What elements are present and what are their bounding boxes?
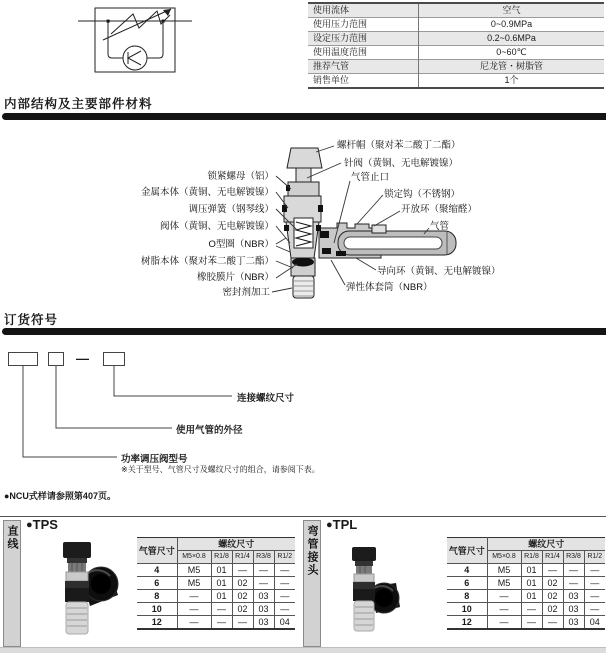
variant-name: TPL — [332, 517, 358, 532]
thread-value-cell: — — [521, 616, 542, 630]
thread-value-cell: — — [177, 590, 211, 603]
thread-value-cell: 03 — [253, 616, 274, 630]
table-row — [137, 564, 295, 577]
thread-value-cell: 02 — [542, 603, 563, 616]
pipe-size-cell: 4 — [447, 564, 487, 577]
thread-value-cell: 02 — [232, 603, 253, 616]
thread-value-cell: M5 — [487, 564, 521, 577]
spec-label: 使用温度范围 — [308, 46, 419, 60]
thread-value-cell: — — [563, 577, 584, 590]
thread-value-cell: — — [232, 564, 253, 577]
part-label: 螺杆帽（聚对苯二酸丁二酯） — [337, 140, 461, 151]
part-label: 阀体（黄铜、无电解镀镍） — [159, 221, 274, 232]
thread-value-cell: — — [274, 577, 295, 590]
table-row — [447, 616, 605, 630]
spec-label: 销售单位 — [308, 74, 419, 89]
part-label: 针阀（黄铜、无电解镀镍） — [344, 158, 459, 169]
thread-value-cell: — — [253, 577, 274, 590]
spec-label: 使用流体 — [308, 3, 419, 18]
thread-value-cell: — — [584, 590, 605, 603]
pipe-size-cell: 8 — [447, 590, 487, 603]
thread-value-cell: 04 — [274, 616, 295, 630]
part-label: 弹性体套筒（NBR） — [346, 282, 433, 293]
thread-value-cell: — — [521, 603, 542, 616]
tpl-size-table — [447, 537, 605, 630]
spec-row — [308, 74, 604, 89]
table-row — [447, 603, 605, 616]
thread-value-cell: M5 — [487, 577, 521, 590]
spec-value: 尼龙管・树脂管 — [419, 60, 605, 74]
part-label: 气管止口 — [351, 172, 390, 183]
bullet-icon: ● — [26, 519, 33, 531]
thread-value-cell: 03 — [563, 603, 584, 616]
table-row — [137, 603, 295, 616]
spec-value: 0.2~0.6MPa — [419, 32, 605, 46]
part-label: 树脂本体（聚对苯二酸丁二酯） — [140, 256, 274, 267]
variant-name: TPS — [32, 517, 58, 532]
section-title-internal: 内部结构及主要部件材料 — [4, 97, 153, 111]
thread-value-cell: — — [542, 564, 563, 577]
tps-product-photo — [38, 540, 133, 640]
thread-value-cell: — — [487, 590, 521, 603]
part-label: 金属本体（黄铜、无电解镀镍） — [140, 187, 274, 198]
spec-value: 0~60℃ — [419, 46, 605, 60]
thread-value-cell: — — [563, 564, 584, 577]
thread-value-cell: 01 — [521, 564, 542, 577]
pipe-size-cell: 4 — [137, 564, 177, 577]
part-label: 气管 — [430, 221, 450, 232]
thread-value-cell: 02 — [232, 590, 253, 603]
pneumatic-circuit-symbol — [75, 4, 205, 84]
table-row — [447, 538, 605, 551]
thread-value-cell: 01 — [211, 564, 232, 577]
thread-value-cell: M5 — [177, 564, 211, 577]
thread-value-cell: — — [542, 616, 563, 630]
thread-value-cell: — — [274, 603, 295, 616]
thread-value-cell: 03 — [253, 590, 274, 603]
thread-value-cell: — — [177, 616, 211, 630]
page-footer-strip — [0, 647, 606, 653]
side-tab-elbow: 弯管接头 — [303, 520, 321, 647]
section-bar — [2, 328, 606, 335]
thread-value-cell: — — [487, 603, 521, 616]
spec-label: 使用压力范围 — [308, 18, 419, 32]
spec-label: 推荐气管 — [308, 60, 419, 74]
dash-separator: — — [76, 351, 89, 366]
thread-value-cell: — — [211, 603, 232, 616]
thread-value-cell: — — [584, 577, 605, 590]
callout-tube-od: 使用气管的外径 — [176, 425, 243, 436]
thread-value-cell: — — [177, 603, 211, 616]
internal-structure-diagram — [0, 125, 606, 315]
pipe-size-header: 气管尺寸 — [447, 538, 487, 564]
thread-value-cell: 02 — [542, 590, 563, 603]
thread-col-header: R1/8 — [521, 551, 542, 564]
tps-size-table — [137, 537, 295, 630]
thread-value-cell: 03 — [253, 603, 274, 616]
spec-row — [308, 3, 604, 18]
thread-value-cell: — — [211, 616, 232, 630]
pipe-size-cell: 12 — [137, 616, 177, 630]
thread-value-cell: — — [232, 616, 253, 630]
thread-value-cell: 01 — [521, 590, 542, 603]
callout-thread-size: 连接螺纹尺寸 — [237, 393, 295, 404]
thread-value-cell: — — [274, 564, 295, 577]
thread-size-header: 螺纹尺寸 — [177, 538, 295, 551]
thread-value-cell: — — [274, 590, 295, 603]
variant-title-tps — [26, 517, 58, 532]
table-row — [447, 577, 605, 590]
thread-col-header: M5×0.8 — [177, 551, 211, 564]
part-label: 锁定钩（不锈钢） — [384, 189, 461, 200]
thread-col-header: R1/4 — [232, 551, 253, 564]
thread-value-cell: 03 — [563, 616, 584, 630]
part-label: 调压弹簧（钢琴线） — [188, 204, 274, 215]
section-bar — [2, 113, 606, 120]
thread-value-cell: 02 — [232, 577, 253, 590]
table-row — [447, 590, 605, 603]
pipe-size-header: 气管尺寸 — [137, 538, 177, 564]
combination-note: ※关于型号、气管尺寸及螺纹尺寸的组合，请参阅下表。 — [121, 465, 320, 474]
thread-value-cell: 01 — [211, 577, 232, 590]
table-row — [137, 577, 295, 590]
pipe-size-cell: 6 — [137, 577, 177, 590]
thread-value-cell: — — [253, 564, 274, 577]
thread-value-cell: M5 — [177, 577, 211, 590]
part-label: 锁紧螺母（铝） — [207, 171, 274, 182]
thread-value-cell: — — [584, 603, 605, 616]
thread-col-header: R1/8 — [211, 551, 232, 564]
thread-col-header: R3/8 — [563, 551, 584, 564]
thread-size-header: 螺纹尺寸 — [487, 538, 605, 551]
thread-value-cell: 04 — [584, 616, 605, 630]
part-label: O型圈（NBR） — [208, 239, 274, 250]
table-row — [137, 538, 295, 551]
pipe-size-cell: 12 — [447, 616, 487, 630]
callout-model: 功率调压阀型号 — [121, 454, 188, 465]
thread-col-header: R1/4 — [542, 551, 563, 564]
spec-table — [308, 2, 604, 89]
section-divider-line — [0, 516, 606, 517]
pipe-size-cell: 8 — [137, 590, 177, 603]
spec-row — [308, 18, 604, 32]
table-row — [137, 590, 295, 603]
variant-title-tpl — [326, 517, 357, 532]
bullet-icon: ● — [326, 519, 333, 531]
spec-value: 1个 — [419, 74, 605, 89]
thread-col-header: R3/8 — [253, 551, 274, 564]
ordering-leader-lines — [0, 340, 300, 510]
spec-row — [308, 32, 604, 46]
thread-value-cell: — — [584, 564, 605, 577]
pipe-size-cell: 10 — [137, 603, 177, 616]
part-label: 导向环（黄铜、无电解镀镍） — [377, 266, 501, 277]
table-row — [447, 564, 605, 577]
thread-value-cell: — — [487, 616, 521, 630]
tpl-product-photo — [330, 545, 410, 640]
table-row — [137, 616, 295, 630]
thread-value-cell: 03 — [563, 590, 584, 603]
thread-col-header: R1/2 — [274, 551, 295, 564]
thread-value-cell: 02 — [542, 577, 563, 590]
side-tab-straight: 直线 — [3, 520, 21, 647]
spec-value: 0~0.9MPa — [419, 18, 605, 32]
ncu-reference-note: ●NCU式样请参照第407页。 — [4, 491, 116, 501]
thread-value-cell: 01 — [521, 577, 542, 590]
part-label: 开放环（聚缩醛） — [401, 204, 478, 215]
thread-value-cell: 01 — [211, 590, 232, 603]
spec-value: 空气 — [419, 3, 605, 18]
pipe-size-cell: 6 — [447, 577, 487, 590]
spec-row — [308, 46, 604, 60]
spec-row — [308, 60, 604, 74]
part-label: 橡胶膜片（NBR） — [196, 272, 274, 283]
section-title-ordering: 订货符号 — [4, 313, 59, 327]
thread-col-header: R1/2 — [584, 551, 605, 564]
pipe-size-cell: 10 — [447, 603, 487, 616]
spec-label: 设定压力范围 — [308, 32, 419, 46]
thread-col-header: M5×0.8 — [487, 551, 521, 564]
part-label: 密封剂加工 — [222, 287, 270, 298]
